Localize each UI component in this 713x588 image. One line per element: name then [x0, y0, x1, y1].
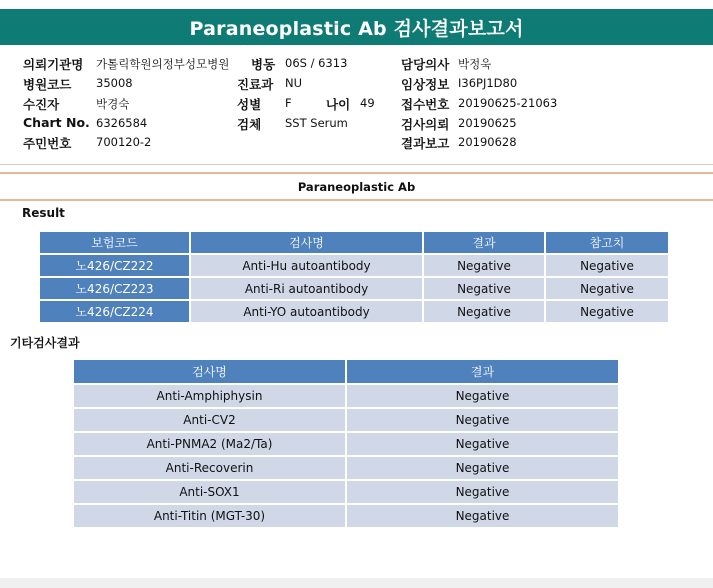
result-cell: Negative	[346, 432, 619, 456]
result-heading: Result	[22, 206, 65, 220]
header-test-name: 검사명	[190, 231, 423, 254]
table-row	[73, 480, 619, 504]
header-result: 결과	[346, 359, 619, 384]
resident-no-label: 주민번호	[23, 136, 72, 151]
header-insurance-code: 보험코드	[39, 231, 190, 254]
section-title: Paraneoplastic Ab	[297, 180, 416, 194]
result-cell: Negative	[423, 300, 545, 323]
institution-label: 의뢰기관명	[23, 57, 84, 72]
table-row	[39, 254, 669, 277]
insurance-code-cell: 노426/CZ223	[39, 277, 190, 300]
result-cell: Negative	[423, 254, 545, 277]
doctor-label: 담당의사	[401, 57, 450, 72]
header-test-name: 검사명	[73, 359, 346, 384]
test-name-cell: Anti-Recoverin	[73, 456, 346, 480]
insurance-code-cell: 노426/CZ222	[39, 254, 190, 277]
reference-cell: Negative	[545, 277, 669, 300]
table-row	[73, 384, 619, 408]
department-value: NU	[285, 76, 303, 90]
other-header-row	[73, 359, 619, 384]
table-row	[73, 432, 619, 456]
other-tests-heading: 기타검사결과	[10, 336, 80, 350]
result-cell: Negative	[346, 480, 619, 504]
reference-cell: Negative	[545, 254, 669, 277]
hospital-code-value: 35008	[96, 76, 133, 90]
result-cell: Negative	[346, 384, 619, 408]
test-name-cell: Anti-Hu autoantibody	[190, 254, 423, 277]
other-tests-table	[72, 358, 620, 529]
table-row	[39, 277, 669, 300]
specimen-label: 검체	[237, 117, 262, 132]
ward-value: 06S / 6313	[285, 56, 348, 70]
resident-no-value: 700120-2	[96, 135, 152, 149]
table-row	[39, 300, 669, 323]
receipt-no-label: 접수번호	[401, 97, 450, 112]
report-date-label: 결과보고	[401, 136, 450, 151]
ward-label: 병동	[251, 57, 276, 72]
clinical-info-label: 임상정보	[401, 77, 450, 92]
result-cell: Negative	[346, 408, 619, 432]
test-name-cell: Anti-YO autoantibody	[190, 300, 423, 323]
report-title: Paraneoplastic Ab 검사결과보고서	[0, 9, 713, 45]
test-name-cell: Anti-Ri autoantibody	[190, 277, 423, 300]
result-cell: Negative	[423, 277, 545, 300]
patient-label: 수진자	[23, 97, 60, 112]
receipt-no-value: 20190625-21063	[458, 96, 558, 110]
chart-no-value: 6326584	[96, 116, 148, 130]
result-table	[38, 230, 670, 324]
hospital-code-label: 병원코드	[23, 77, 72, 92]
request-date-label: 검사의뢰	[401, 117, 450, 132]
insurance-code-cell: 노426/CZ224	[39, 300, 190, 323]
test-name-cell: Anti-SOX1	[73, 480, 346, 504]
test-name-cell: Anti-Amphiphysin	[73, 384, 346, 408]
department-label: 진료과	[237, 77, 274, 92]
age-value: 49	[360, 96, 375, 110]
result-cell: Negative	[346, 504, 619, 528]
header-result: 결과	[423, 231, 545, 254]
info-divider	[0, 164, 713, 165]
test-name-cell: Anti-CV2	[73, 408, 346, 432]
section-bottom-rule	[0, 199, 713, 201]
sex-value: F	[285, 96, 292, 110]
patient-value: 박경숙	[96, 97, 130, 111]
clinical-info-value: I36PJ1D80	[458, 76, 518, 90]
request-date-value: 20190625	[458, 116, 517, 130]
table-row	[73, 408, 619, 432]
result-header-row	[39, 231, 669, 254]
age-label: 나이	[326, 97, 351, 112]
table-row	[73, 456, 619, 480]
chart-no-label: Chart No.	[23, 115, 90, 130]
test-name-cell: Anti-PNMA2 (Ma2/Ta)	[73, 432, 346, 456]
table-row	[73, 504, 619, 528]
reference-cell: Negative	[545, 300, 669, 323]
test-name-cell: Anti-Titin (MGT-30)	[73, 504, 346, 528]
result-cell: Negative	[346, 456, 619, 480]
report-date-value: 20190628	[458, 135, 517, 149]
institution-value: 가톨릭학원의정부성모병원	[96, 57, 230, 71]
specimen-value: SST Serum	[285, 116, 348, 130]
header-reference: 참고치	[545, 231, 669, 254]
sex-label: 성별	[237, 97, 262, 112]
doctor-value: 박정욱	[458, 57, 492, 71]
patient-info	[0, 0, 713, 165]
section-top-rule	[0, 172, 713, 174]
